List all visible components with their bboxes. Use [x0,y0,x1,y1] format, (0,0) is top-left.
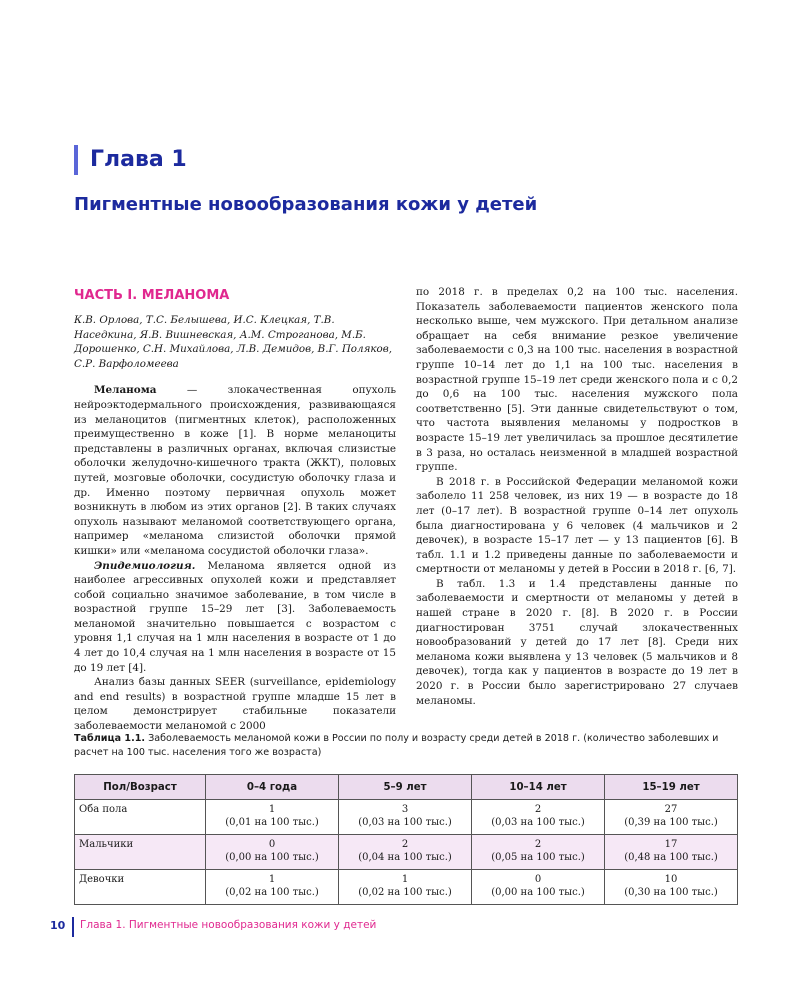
rate-value: (0,39 на 100 тыс.) [624,817,718,828]
row-label: Девочки [75,870,206,905]
case-count: 17 [664,839,678,850]
footer-divider [72,917,74,937]
table-row [75,800,738,835]
case-count: 2 [534,804,542,815]
table-header-cell: 0–4 года [206,775,339,800]
table-cell [472,835,605,870]
rate-value: (0,01 на 100 тыс.) [225,817,319,828]
paragraph-russia-2020: В табл. 1.3 и 1.4 представлены данные по заболеваемости и смертности от меланомы у детей в нашей стране в 2020 г. [8]. В 2020 г. в России диагностирован 3751 случай злокачественных новообразований у детей до 17 лет [8]. Среди них меланома кожи выявлена у 13 человек (5 мальчиков и 8 девочек), тогда как у пациентов в возрасте до 19 лет в 2020 г. в России было зарегистрировано 27 случаев меланомы. [416,577,738,707]
rate-value: (0,48 на 100 тыс.) [624,852,718,863]
rate-value: (0,30 на 100 тыс.) [624,887,718,898]
table-header-cell: 5–9 лет [339,775,472,800]
case-count: 1 [268,874,276,885]
table-cell [605,835,738,870]
case-count: 2 [534,839,542,850]
table-cell [472,870,605,905]
running-head: Глава 1. Пигментные новообразования кожи у детей [80,919,377,931]
incidence-table [74,774,738,905]
table-cell [206,835,339,870]
table-row [75,870,738,905]
table-cell [605,870,738,905]
row-label: Мальчики [75,835,206,870]
rate-value: (0,05 на 100 тыс.) [491,852,585,863]
table-cell [339,870,472,905]
authors-list: К.В. Орлова, Т.С. Белышева, И.С. Клецкая, Т.В. Наседкина, Я.В. Вишневская, А.М. Строганова, М.Б. Дорошенко, С.Н. Михайлова, Л.В. Демидов, В.Г. Поляков, С.Р. Варфоломеева [74,314,392,370]
case-count: 3 [401,804,409,815]
rate-value: (0,00 на 100 тыс.) [225,852,319,863]
case-count: 10 [664,874,678,885]
case-count: 2 [401,839,409,850]
row-label: Оба пола [75,800,206,835]
table-cell [339,800,472,835]
part-heading: ЧАСТЬ I. МЕЛАНОМА [74,288,230,303]
table-cell [605,800,738,835]
table-header-row [75,775,738,800]
left-column [74,287,396,734]
paragraph-text: Меланома является одной из наиболее агрессивных опухолей кожи и представляет собой социально значимое заболевание, в том числе в возрастной группе 15–29 лет [3]. Заболеваемость меланомой значительно повышается с возрастом с уровня 1,1 случая на 1 млн населения в возрасте от 1 до 4 лет до 10,4 случая на 1 млн населения в возрасте от 15 до 19 лет [4]. [74,559,396,674]
table-header-cell: 10–14 лет [472,775,605,800]
table-cell [206,800,339,835]
right-column [416,285,738,708]
paragraph-seer: Анализ базы данных SEER (surveillance, epidemiology and end results) в возрастной группе младше 15 лет в целом демонстрирует стабильные показатели заболеваемости меланомой с 2000 [74,676,396,733]
rate-value: (0,02 на 100 тыс.) [225,887,319,898]
table-caption [74,732,742,759]
chapter-title: Глава 1 [90,147,187,172]
table-caption-text: Заболеваемость меланомой кожи в России по полу и возрасту среди детей в 2018 г. (количество заболевших и расчет на 100 тыс. населения того же возраста) [74,733,719,758]
table-row [75,835,738,870]
table-header-cell: Пол/Возраст [75,775,206,800]
rate-value: (0,04 на 100 тыс.) [358,852,452,863]
rate-value: (0,00 на 100 тыс.) [491,887,585,898]
rate-value: (0,03 на 100 тыс.) [491,817,585,828]
case-count: 0 [268,839,276,850]
paragraph-continuation: по 2018 г. в пределах 0,2 на 100 тыс. населения. Показатель заболеваемости пациентов женского пола несколько выше, чем мужского. При детальном анализе обращает на себя внимание резкое увеличение заболеваемости с 0,3 на 100 тыс. населения в возрастной группе 10–14 лет до 1,1 на 100 тыс. населения в возрастной группе 15–19 лет среди женского пола и с 0,2 до 0,6 на 100 тыс. населения мужского пола соответственно [5]. Эти данные свидетельствуют о том, что частота выявления меланомы у подростков в возрасте 15–19 лет увеличилась за прошлое десятилетие в 3 раза, но осталась неизменной в младшей возрастной группе. [416,286,738,474]
chapter-subtitle: Пигментные новообразования кожи у детей [74,194,538,215]
term-melanoma: Меланома [94,384,157,397]
page-number: 10 [50,919,66,932]
table-header-cell: 15–19 лет [605,775,738,800]
table-cell [206,870,339,905]
table-cell [339,835,472,870]
paragraph-epidemiology [74,559,396,676]
paragraph-text: — злокачественная опухоль нейроэктодермального происхождения, развивающаяся из меланоцитов (пигментных клеток), расположенных преимущественно в коже [1]. В норме меланоциты представлены в различных органах, включая слизистые оболочки желудочно-кишечного тракта (ЖКТ), половых путей, мозговые оболочки, сосудистую оболочку глаза и др. Именно поэтому первичная опухоль может возникнуть в любом из этих органов [2]. В таких случаях опухоль называют меланомой соответствующего органа, например «меланома слизистой оболочки прямой кишки» или «меланома сосудистой оболочки глаза». [74,384,396,557]
case-count: 27 [664,804,678,815]
case-count: 1 [401,874,409,885]
case-count: 0 [534,874,542,885]
table-caption-label: Таблица 1.1. [74,733,146,744]
term-epidemiology: Эпидемиология. [94,559,196,572]
chapter-accent-bar [74,145,78,175]
table-cell [472,800,605,835]
rate-value: (0,03 на 100 тыс.) [358,817,452,828]
paragraph-russia-2018: В 2018 г. в Российской Федерации меланомой кожи заболело 11 258 человек, из них 19 — в возрасте до 18 лет (0–17 лет). В возрастной группе 0–14 лет опухоль была диагностирована у 6 человек (4 мальчиков и 2 девочек), в возрасте 15–17 лет — у 13 пациентов [6]. В табл. 1.1 и 1.2 приведены данные по заболеваемости и смертности от меланомы у детей в России в 2018 г. [6, 7]. [416,475,738,576]
case-count: 1 [268,804,276,815]
rate-value: (0,02 на 100 тыс.) [358,887,452,898]
paragraph-definition [74,383,396,558]
